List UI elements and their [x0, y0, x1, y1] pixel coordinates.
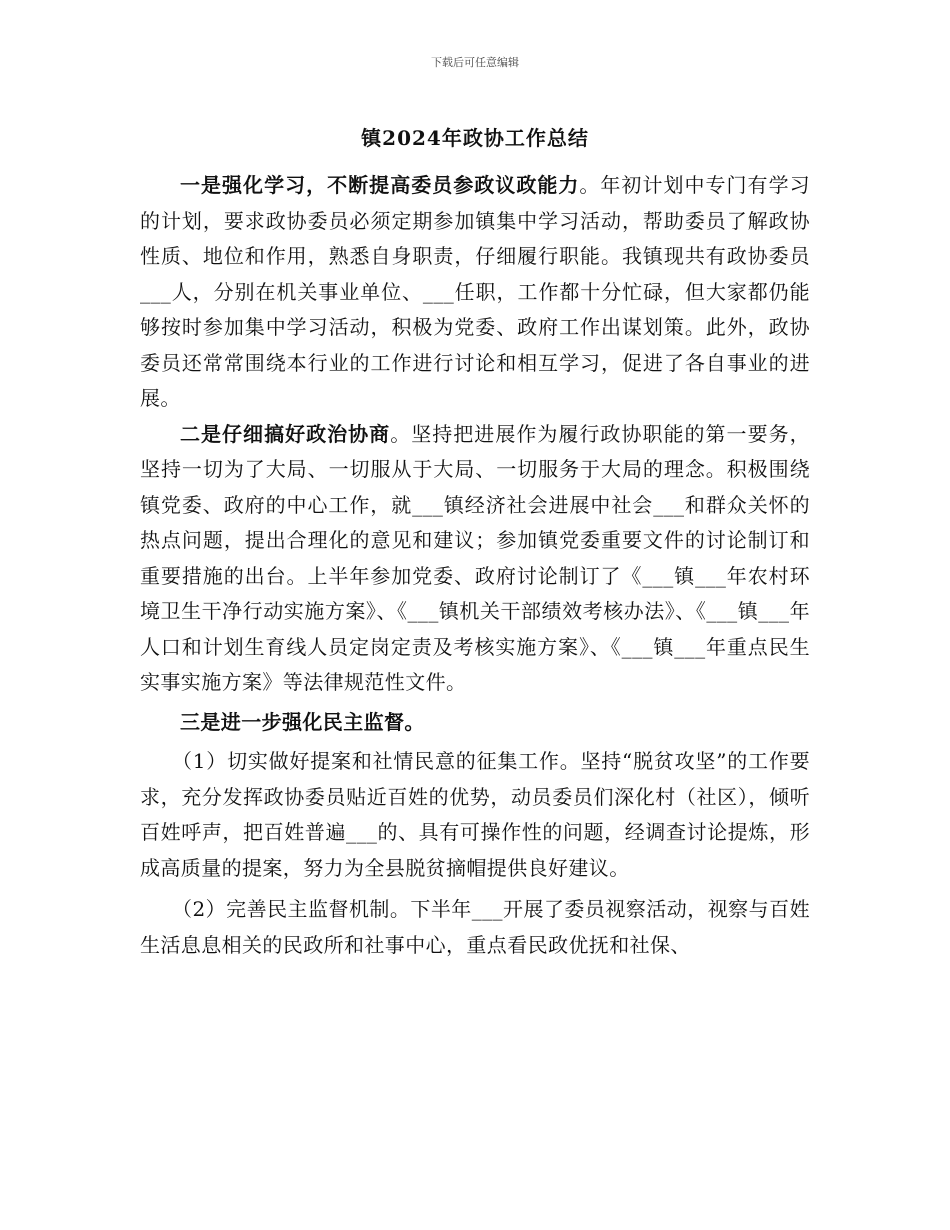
header-note: 下载后可任意编辑 [431, 56, 519, 69]
document-body [140, 168, 810, 963]
section-lead-1: 一是强化学习，不断提高委员参政议政能力 [180, 173, 580, 197]
sub-item-2: （2）完善民主监督机制。下半年___开展了委员视察活动，视察与百姓生活息息相关的民政所和社事中心，重点看民政优抚和社保、 [140, 897, 810, 957]
page-title: 镇2024年政协工作总结 [361, 126, 589, 150]
section-paragraph-2 [140, 417, 810, 701]
section-lead-3: 三是进一步强化民主监督。 [180, 709, 425, 734]
section-body-1: 。年初计划中专门有学习的计划，要求政协委员必须定期参加镇集中学习活动，帮助委员了解政协性质、地位和作用，熟悉自身职责，仔细履行职能。我镇现共有政协委员___人，分别在机关事业单位、___任职，工作都十分忙碌，但大家都仍能够按时参加集中学习活动，积极为党委、政府工作出谋划策。此外，政协委员还常常围绕本行业的工作进行讨论和相互学习，促进了各自事业的进展。 [140, 173, 810, 410]
sub-item-1: （1）切实做好提案和社情民意的征集工作。坚持“脱贫攻坚”的工作要求，充分发挥政协委员贴近百姓的优势，动员委员们深化村（社区），倾听百姓呼声，把百姓普遍___的、具有可操作性的问题，经调查讨论提炼，形成高质量的提案，努力为全县脱贫摘帽提供良好建议。 [140, 749, 810, 880]
section-paragraph-3 [140, 705, 810, 741]
section-lead-2: 二是仔细搞好政治协商 [180, 421, 391, 446]
section-body-2: 。坚持把进展作为履行政协职能的第一要务，坚持一切为了大局、一切服从于大局、一切服务于大局的理念。积极围绕镇党委、政府的中心工作，就___镇经济社会进展中社会___和群众关怀的热点问题，提出合理化的意见和建议；参加镇党委重要文件的讨论制订和重要措施的出台。上半年参加党委、政府讨论制订了《___镇___年农村环境卫生干净行动实施方案》、《___镇机关干部绩效考核办法》、《___镇___年人口和计划生育线人员定岗定责及考核实施方案》、《___镇___年重点民生实事实施方案》等法律规范性文件。 [140, 421, 811, 694]
section-paragraph-1 [140, 168, 810, 417]
